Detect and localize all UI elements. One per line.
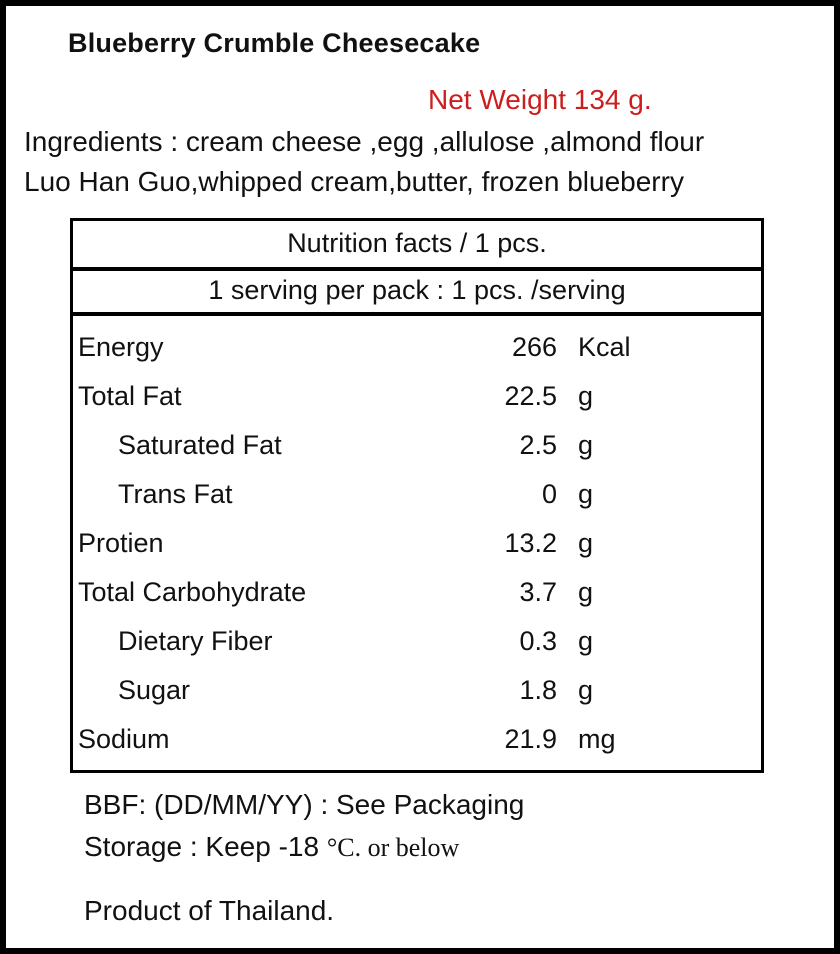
nutrient-value: 22.5 (504, 381, 557, 411)
nutrient-value: 266 (511, 332, 557, 362)
nutrient-value: 0.3 (519, 626, 557, 656)
storage-text-temperature: °C. or below (326, 833, 460, 862)
nutrient-unit: g (578, 479, 594, 509)
net-weight-text: Net Weight 134 g. (428, 84, 652, 115)
nutrient-name: Sodium (78, 724, 170, 754)
nutrient-name: Protien (78, 528, 164, 558)
nutrient-unit: g (578, 577, 594, 607)
table-row (73, 470, 761, 519)
table-row (73, 372, 761, 421)
ingredients-line-1: Ingredients : cream cheese ,egg ,allulose ,almond flour (24, 126, 705, 157)
origin-text: Product of Thailand. (84, 895, 335, 926)
nutrient-unit: g (578, 528, 594, 558)
table-row (73, 568, 761, 617)
table-row (73, 666, 761, 715)
nutrient-name: Sugar (118, 675, 191, 705)
serving-info-header: 1 serving per pack : 1 pcs. /serving (73, 271, 761, 316)
nutrient-value: 2.5 (519, 430, 557, 460)
nutrient-unit: mg (578, 724, 616, 754)
storage-text (84, 831, 834, 863)
table-row (73, 617, 761, 666)
storage-text-prefix: Storage : Keep -18 (84, 831, 327, 862)
nutrient-value: 21.9 (504, 724, 557, 754)
nutrient-unit: g (578, 381, 594, 411)
nutrient-value: 0 (541, 479, 557, 509)
nutrient-unit: g (578, 675, 594, 705)
nutrient-value: 3.7 (519, 577, 557, 607)
nutrient-name: Total Fat (78, 381, 182, 411)
nutrient-name: Trans Fat (118, 479, 233, 509)
nutrition-rows (73, 316, 761, 770)
table-row (73, 519, 761, 568)
ingredients-line-2: Luo Han Guo,whipped cream,butter, frozen blueberry (24, 166, 684, 197)
best-before-text: BBF: (DD/MM/YY) : See Packaging (84, 789, 525, 820)
table-row (73, 421, 761, 470)
nutrient-name: Dietary Fiber (118, 626, 273, 656)
nutrient-value: 1.8 (519, 675, 557, 705)
table-row (73, 323, 761, 372)
nutrient-name: Saturated Fat (118, 430, 282, 460)
nutrient-value: 13.2 (504, 528, 557, 558)
table-row (73, 715, 761, 764)
nutrient-name: Energy (78, 332, 164, 362)
nutrient-unit: Kcal (578, 332, 631, 362)
ingredients-block (24, 122, 834, 202)
nutrition-facts-table (70, 218, 764, 773)
nutrient-unit: g (578, 626, 594, 656)
nutrition-facts-header: Nutrition facts / 1 pcs. (73, 221, 761, 271)
nutrient-name: Total Carbohydrate (78, 577, 307, 607)
nutrient-unit: g (578, 430, 594, 460)
product-title: Blueberry Crumble Cheesecake (68, 28, 481, 58)
